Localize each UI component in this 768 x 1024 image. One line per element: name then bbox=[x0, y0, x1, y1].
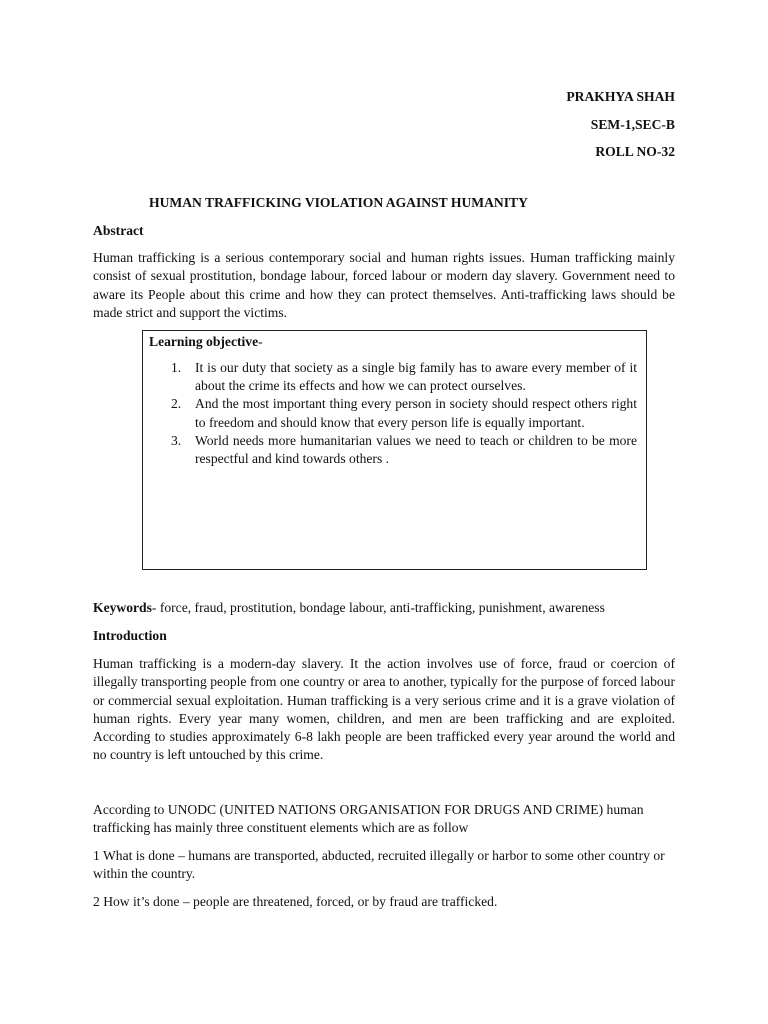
list-item-text: World needs more humanitarian values we need to teach or children to be more respectful and kind towards others . bbox=[195, 432, 637, 467]
learning-objective-box bbox=[142, 330, 647, 570]
abstract-heading: Abstract bbox=[93, 223, 144, 238]
list-item-number: 2. bbox=[171, 396, 182, 412]
list-item-number: 3. bbox=[171, 432, 182, 448]
list-item-number: 1. bbox=[171, 360, 182, 375]
document-title: HUMAN TRAFFICKING VIOLATION AGAINST HUMANITY bbox=[149, 195, 528, 210]
learning-objective-list bbox=[143, 359, 643, 468]
roll-number: ROLL NO-32 bbox=[595, 144, 675, 159]
element-one-paragraph: 1 What is done – humans are transported, abducted, recruited illegally or harbor to some other country or within the country. bbox=[93, 848, 665, 882]
author-name: PRAKHYA SHAH bbox=[566, 89, 675, 104]
abstract-paragraph: Human trafficking is a serious contemporary social and human rights issues. Human trafficking mainly consist of sexual prostitution, bondage labour, forced labour or modern day slavery. Government need to aware its People about this crime and how they can protect themselves. Anti-trafficking laws should be made strict and support the victims. bbox=[93, 250, 675, 320]
introduction-paragraph: Human trafficking is a modern-day slavery. It the action involves use of force, fraud or coercion of illegally transporting people from one country or area to another, typically for the purpose of forced labour or commercial sexual exploitation. Human trafficking is a very serious crime and it is a grave violation of human rights. Every year many women, children, and men are been trafficking and are exploited. According to studies approximately 6-8 lakh people are been trafficked every year around the world and no country is left untouched by this crime. bbox=[93, 656, 675, 763]
semester-section: SEM-1,SEC-B bbox=[590, 117, 675, 132]
keywords-line bbox=[93, 599, 675, 617]
list-item-text: It is our duty that society as a single big family has to aware every member of it about the crime its effects and how we can protect ourselves. bbox=[195, 360, 637, 394]
unodc-paragraph: According to UNODC (UNITED NATIONS ORGANISATION FOR DRUGS AND CRIME) human trafficking has mainly three constituent elements which are as follow bbox=[93, 802, 644, 836]
learning-objective-title: Learning objective bbox=[149, 334, 259, 349]
list-item bbox=[143, 432, 643, 468]
learning-objective-suffix: - bbox=[258, 334, 263, 349]
introduction-heading: Introduction bbox=[93, 628, 167, 643]
keywords-label: Keywords bbox=[93, 600, 152, 615]
list-item bbox=[143, 395, 643, 431]
keywords-text: - force, fraud, prostitution, bondage labour, anti-trafficking, punishment, awareness bbox=[151, 600, 605, 615]
learning-objective-heading bbox=[149, 333, 263, 351]
list-item bbox=[143, 359, 643, 395]
element-two-paragraph: 2 How it’s done – people are threatened, forced, or by fraud are trafficked. bbox=[93, 894, 498, 909]
list-item-text: And the most important thing every person in society should respect others right to freedom and should know that every person life is equally important. bbox=[195, 396, 637, 430]
